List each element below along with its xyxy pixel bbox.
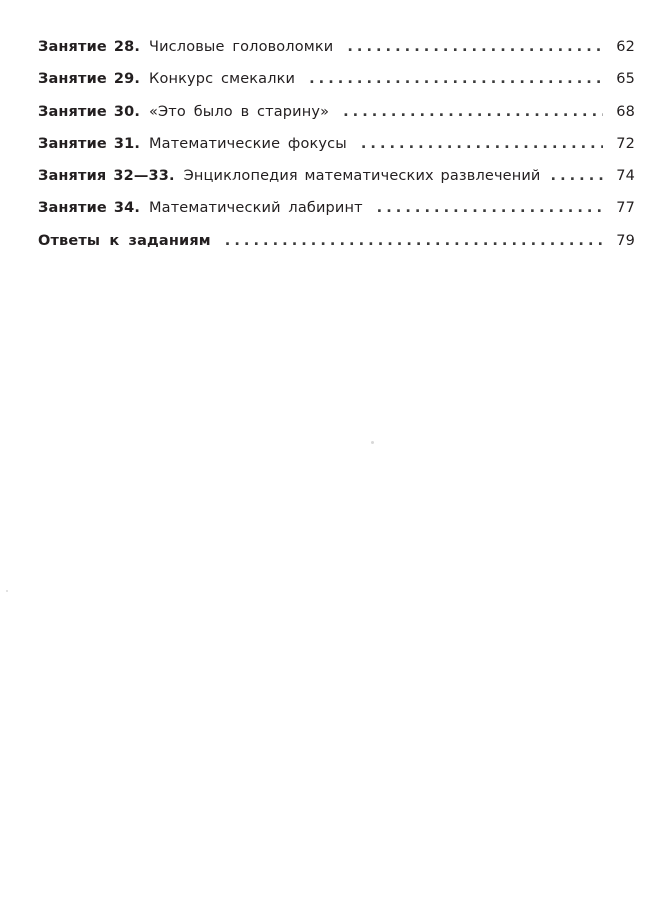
lesson-number: 32—33. <box>113 168 175 185</box>
lesson-label: Занятие <box>38 39 107 55</box>
lesson-title: Энциклопедия математических развлечений <box>183 168 541 185</box>
toc-entry-answers[interactable] <box>38 233 635 265</box>
page-number: 74 <box>616 168 635 185</box>
lesson-label: Занятие <box>38 200 107 217</box>
toc-entry-lesson-31[interactable] <box>38 136 635 168</box>
dot-leader <box>309 71 603 87</box>
page-number: 65 <box>616 71 635 88</box>
page-number: 68 <box>616 103 635 120</box>
table-of-contents <box>38 39 635 265</box>
dot-leader <box>551 168 603 184</box>
dot-leader <box>377 200 603 216</box>
lesson-label: Занятие <box>38 103 107 120</box>
page-number: 77 <box>616 200 635 217</box>
lesson-title: Математический лабиринт <box>149 200 363 217</box>
lesson-label: Занятия <box>38 168 107 185</box>
lesson-number: 30. <box>113 103 141 120</box>
lesson-number: 28. <box>113 39 141 55</box>
lesson-label: Занятие <box>38 135 107 152</box>
toc-entry-lessons-32-33[interactable] <box>38 168 635 200</box>
paper-speck <box>371 441 374 444</box>
toc-entry-lesson-29[interactable] <box>38 71 635 103</box>
lesson-title: Математические фокусы <box>149 135 347 152</box>
dot-leader <box>225 233 603 249</box>
toc-entry-lesson-30[interactable] <box>38 104 635 136</box>
lesson-number: 34. <box>113 200 141 217</box>
page-number: 62 <box>616 39 635 55</box>
lesson-title: Конкурс смекалки <box>149 71 296 88</box>
lesson-number: 31. <box>113 135 141 152</box>
lesson-label: Занятие <box>38 71 107 88</box>
page-number: 79 <box>616 232 635 249</box>
dot-leader <box>347 39 603 55</box>
paper-speck <box>6 590 8 592</box>
toc-entry-lesson-34[interactable] <box>38 200 635 232</box>
lesson-title: Числовые головоломки <box>149 39 334 55</box>
toc-entry-lesson-28[interactable] <box>38 39 635 71</box>
lesson-number: 29. <box>113 71 141 88</box>
page-number: 72 <box>616 135 635 152</box>
dot-leader <box>361 136 603 152</box>
answers-title: Ответы к заданиям <box>38 232 211 249</box>
dot-leader <box>343 104 603 120</box>
lesson-title: «Это было в старину» <box>149 103 330 120</box>
